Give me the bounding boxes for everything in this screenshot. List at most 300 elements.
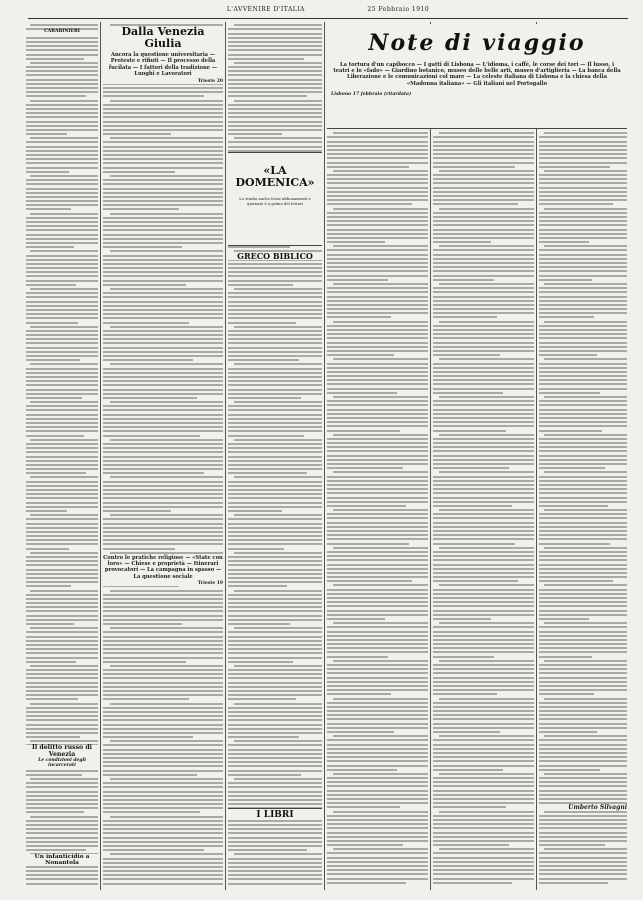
text-line [103, 301, 223, 303]
text-line [103, 543, 223, 545]
text-line [26, 430, 98, 432]
text-line [539, 275, 627, 277]
text-line [228, 493, 322, 495]
text-line [539, 145, 627, 147]
text-line [103, 648, 223, 650]
text-line [228, 372, 322, 374]
text-line [26, 259, 98, 261]
column-6 [539, 130, 627, 890]
text-line [439, 396, 534, 398]
text-line [103, 757, 223, 759]
text-line [228, 539, 322, 541]
text-line [544, 735, 627, 737]
text-line [110, 288, 223, 290]
text-line [433, 513, 534, 515]
text-line [539, 601, 627, 603]
text-line [26, 74, 98, 76]
text-line [228, 376, 322, 378]
text-line [539, 551, 627, 553]
text-line [26, 564, 98, 566]
text-line [228, 631, 322, 633]
text-line [26, 275, 98, 277]
text-line [103, 146, 223, 148]
text-line [103, 694, 223, 696]
text-line [234, 853, 322, 855]
text-line [26, 456, 98, 458]
text-line [539, 450, 627, 452]
text-line [433, 484, 534, 486]
text-line [30, 326, 98, 328]
text-line [103, 803, 223, 805]
text-line [539, 337, 627, 339]
text-line [539, 141, 627, 143]
text-line [539, 513, 627, 515]
text-line [103, 292, 223, 294]
text-line [539, 291, 627, 293]
text-line [327, 832, 428, 834]
text-line [228, 878, 322, 880]
text-line [327, 392, 397, 394]
text-line [228, 610, 322, 612]
text-line [26, 644, 98, 646]
text-line [433, 744, 534, 746]
text-line [333, 735, 428, 737]
text-line [327, 597, 428, 599]
text-line [26, 372, 98, 374]
text-line [228, 66, 322, 68]
text-line [333, 471, 428, 473]
text-line [26, 472, 86, 474]
text-line [26, 376, 98, 378]
text-line [30, 401, 98, 403]
text-line [539, 777, 627, 779]
text-line [228, 543, 322, 545]
text-line [26, 640, 98, 642]
text-line [539, 610, 627, 612]
text-line [539, 237, 627, 239]
text-line [433, 363, 534, 365]
text-line [26, 673, 98, 675]
text-line [433, 564, 534, 566]
text-line [433, 739, 534, 741]
text-line [103, 874, 223, 876]
text-line [433, 526, 534, 528]
text-line [327, 651, 428, 653]
text-line [103, 393, 223, 395]
text-line [228, 91, 322, 93]
text-line [327, 693, 391, 695]
text-line [327, 513, 428, 515]
text-line [539, 325, 627, 327]
text-line [327, 689, 428, 691]
text-line [234, 326, 322, 328]
text-line [26, 112, 98, 114]
text-line [433, 346, 534, 348]
masthead [28, 6, 628, 19]
text-line [228, 481, 322, 483]
text-line [103, 246, 182, 248]
text-line [103, 686, 223, 688]
text-line [26, 539, 98, 541]
text-line [26, 208, 71, 210]
text-line [26, 569, 98, 571]
text-line [327, 635, 428, 637]
text-line [26, 682, 98, 684]
text-line [433, 212, 534, 214]
text-line [26, 849, 86, 851]
text-line [228, 70, 322, 72]
text-line [103, 121, 223, 123]
box-text: Lo studio anche fosse abbonamenti e giornate è a primo dei lettori [239, 196, 311, 207]
text-line [433, 534, 534, 536]
text-line [228, 460, 322, 462]
text-line [327, 463, 428, 465]
text-line [433, 718, 534, 720]
text-line [539, 677, 627, 679]
article-infanticidio [26, 854, 98, 866]
article-title: Contro le pratiche religiose — «State con loro» — Chiese e proprietà — Itinerari provocatori — La campagna in spasso — La questione sociale [103, 555, 223, 580]
text-line [228, 83, 322, 85]
text-line [228, 598, 322, 600]
text-line [103, 774, 197, 776]
text-line [228, 728, 322, 730]
text-line [327, 723, 428, 725]
text-line [333, 622, 428, 624]
text-line [327, 166, 409, 168]
text-line [433, 136, 534, 138]
text-line [103, 481, 223, 483]
text-line [327, 610, 428, 612]
text-line [327, 760, 428, 762]
text-line [433, 832, 534, 834]
text-line [110, 853, 223, 855]
text-line [26, 636, 98, 638]
text-line [433, 308, 534, 310]
text-line [26, 125, 98, 127]
text-line [327, 212, 428, 214]
text-line [103, 472, 204, 474]
text-line [327, 878, 428, 880]
text-line [327, 861, 428, 863]
text-line [327, 442, 428, 444]
text-line [110, 100, 223, 102]
text-line [26, 715, 98, 717]
text-line [433, 626, 534, 628]
text-line [433, 404, 534, 406]
text-line [327, 136, 428, 138]
text-line [327, 568, 428, 570]
text-line [26, 602, 98, 604]
text-line [26, 531, 98, 533]
text-line [110, 476, 223, 478]
text-line [539, 157, 627, 159]
text-line [433, 300, 534, 302]
text-line [228, 765, 322, 767]
text-line [433, 329, 534, 331]
text-line [327, 618, 385, 620]
text-line [26, 167, 98, 169]
text-line [539, 425, 627, 427]
text-line [228, 874, 322, 876]
text-line [327, 266, 428, 268]
text-line [333, 208, 428, 210]
text-line [433, 446, 534, 448]
text-line [539, 702, 627, 704]
text-line [327, 375, 428, 377]
text-line [26, 70, 98, 72]
text-line [228, 648, 322, 650]
text-line [103, 824, 223, 826]
text-line [26, 786, 98, 788]
text-line [433, 852, 534, 854]
text-line [433, 266, 534, 268]
text-line [327, 806, 400, 808]
text-line [103, 719, 223, 721]
text-line [327, 488, 428, 490]
text-line [26, 238, 98, 240]
text-line [103, 430, 223, 432]
text-line [228, 301, 322, 303]
text-line [433, 614, 534, 616]
text-line [26, 150, 98, 152]
text-line [433, 769, 503, 771]
text-line [327, 605, 428, 607]
text-line [26, 451, 98, 453]
text-line [26, 267, 98, 269]
text-line [327, 270, 428, 272]
text-line [103, 610, 223, 612]
text-line [439, 208, 534, 210]
text-line [544, 396, 627, 398]
text-line [433, 869, 534, 871]
text-line [110, 816, 223, 818]
text-line [103, 196, 223, 198]
text-line [439, 509, 534, 511]
text-line [433, 714, 534, 716]
text-line [26, 108, 98, 110]
text-line [228, 753, 322, 755]
text-line [103, 338, 223, 340]
text-line [26, 694, 98, 696]
text-line [539, 681, 627, 683]
text-line [228, 87, 322, 89]
text-line [228, 698, 296, 700]
text-line [228, 355, 322, 357]
text-line [228, 485, 322, 487]
text-line [110, 590, 223, 592]
article-dateline: Trieste 20 [197, 78, 223, 84]
text-line [228, 686, 322, 688]
text-line [539, 597, 627, 599]
text-line [433, 865, 534, 867]
text-line [103, 531, 223, 533]
text-line [228, 527, 322, 529]
text-line [539, 501, 627, 503]
text-line [539, 618, 589, 620]
text-line [103, 640, 223, 642]
text-line [539, 459, 627, 461]
text-line [26, 841, 98, 843]
text-line [228, 724, 322, 726]
text-line [433, 790, 534, 792]
text-line [327, 869, 428, 871]
text-line [228, 33, 322, 35]
text-line [26, 489, 98, 491]
text-line [327, 769, 397, 771]
text-line [228, 803, 322, 805]
text-line [539, 383, 627, 385]
text-line [30, 439, 98, 441]
text-line [327, 517, 428, 519]
text-line [327, 668, 428, 670]
text-line [539, 492, 627, 494]
text-line [327, 752, 428, 754]
masthead-title: L'AVVENIRE D'ITALIA [226, 6, 305, 13]
text-line [103, 192, 223, 194]
text-line [433, 166, 515, 168]
text-line [103, 510, 171, 512]
text-line [228, 506, 322, 508]
text-line [327, 455, 428, 457]
text-line [103, 690, 223, 692]
text-line [110, 778, 223, 780]
text-line [228, 711, 322, 713]
text-line [26, 585, 71, 587]
text-line [539, 262, 627, 264]
text-line [26, 393, 98, 395]
text-line [327, 497, 428, 499]
text-line [327, 342, 428, 344]
text-line [433, 145, 534, 147]
text-line [26, 116, 98, 118]
text-line [539, 413, 627, 415]
text-line [433, 296, 534, 298]
text-line [228, 447, 322, 449]
text-line [103, 334, 223, 336]
text-line [539, 241, 589, 243]
text-line [234, 288, 322, 290]
text-line [228, 791, 322, 793]
text-line [26, 803, 98, 805]
text-line [433, 379, 534, 381]
text-line [539, 668, 627, 670]
text-line [228, 782, 322, 784]
text-line [103, 682, 223, 684]
text-line [539, 752, 627, 754]
text-line [103, 636, 223, 638]
section-greco-biblico [228, 252, 322, 260]
text-line [103, 355, 223, 357]
text-line [228, 414, 322, 416]
text-line [26, 828, 98, 830]
text-line [26, 204, 98, 206]
text-line [26, 58, 84, 60]
text-line [228, 669, 322, 671]
text-line [433, 878, 534, 880]
text-line [26, 158, 98, 160]
text-line [327, 304, 428, 306]
text-line [333, 509, 428, 511]
text-line [539, 174, 627, 176]
text-line [103, 451, 223, 453]
text-line [103, 125, 223, 127]
text-line [327, 706, 428, 708]
text-line [539, 543, 610, 545]
text-line [103, 724, 223, 726]
text-line [228, 581, 322, 583]
text-line [433, 844, 509, 846]
text-line [539, 589, 627, 591]
text-line [228, 116, 322, 118]
text-line [228, 828, 322, 830]
text-line [103, 409, 223, 411]
text-line [228, 573, 322, 575]
box-title: «LA DOMENICA» [235, 164, 315, 189]
text-line [26, 246, 74, 248]
text-line [26, 527, 98, 529]
text-line [539, 693, 594, 695]
text-line [327, 233, 428, 235]
text-line [228, 744, 322, 746]
text-line [103, 255, 223, 257]
text-line [103, 782, 223, 784]
text-line [327, 844, 403, 846]
text-line [26, 623, 74, 625]
text-line [26, 217, 98, 219]
text-line [539, 760, 627, 762]
text-line [103, 535, 223, 537]
text-line [539, 534, 627, 536]
article-title: Dalla Venezia Giulia [121, 25, 205, 50]
article-title: Un infanticidio a Nonantola [34, 854, 90, 867]
text-line [539, 350, 627, 352]
text-line [433, 199, 534, 201]
text-line [103, 736, 193, 738]
text-line [539, 375, 627, 377]
text-line [103, 770, 223, 772]
text-line [26, 242, 98, 244]
text-line [539, 718, 627, 720]
text-line [544, 509, 627, 511]
text-line [333, 283, 428, 285]
text-line [327, 702, 428, 704]
text-line [327, 241, 385, 243]
text-line [327, 249, 428, 251]
text-line [327, 467, 403, 469]
text-line [228, 837, 322, 839]
text-line [433, 806, 506, 808]
text-line [26, 309, 98, 311]
text-line [433, 350, 534, 352]
text-line [228, 125, 322, 127]
text-line [433, 191, 534, 193]
text-line [539, 798, 627, 800]
text-line [103, 652, 223, 654]
text-line [26, 234, 98, 236]
text-line [327, 781, 428, 783]
text-line [327, 350, 428, 352]
text-line [539, 266, 627, 268]
text-line [103, 657, 223, 659]
text-line [327, 149, 428, 151]
text-line [539, 852, 627, 854]
text-line [103, 644, 223, 646]
text-line [228, 280, 322, 282]
text-line [433, 337, 534, 339]
text-line [26, 556, 98, 558]
text-line [228, 883, 322, 885]
text-line [433, 258, 534, 260]
